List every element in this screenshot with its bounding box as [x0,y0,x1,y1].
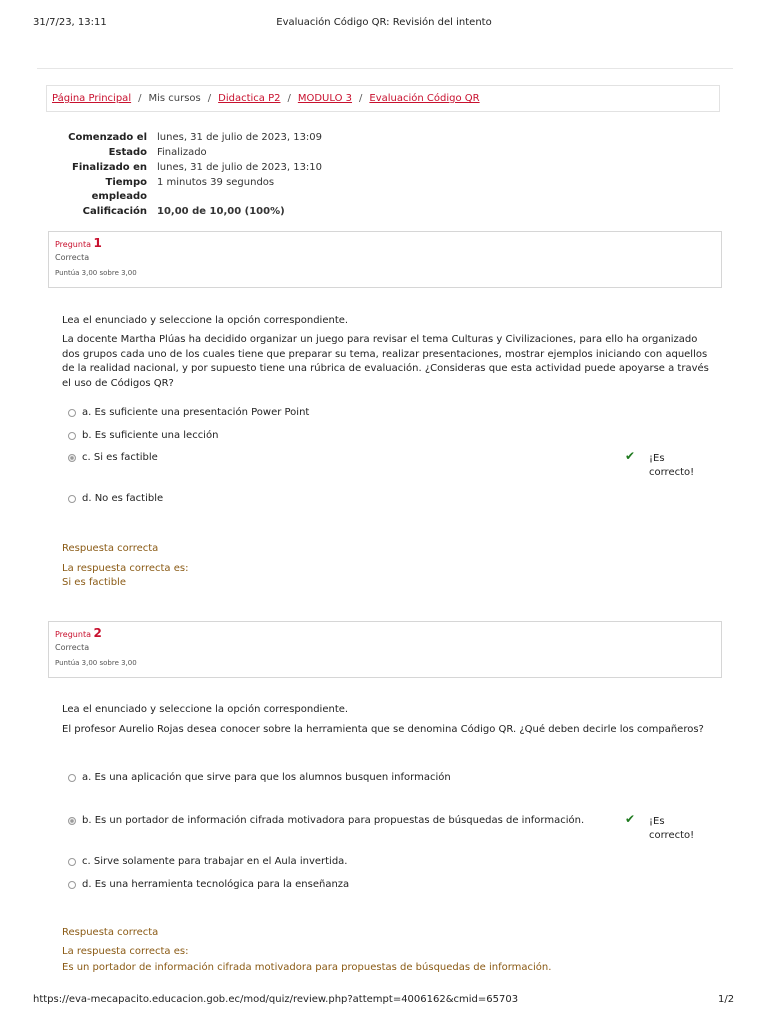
print-title: Evaluación Código QR: Revisión del intento [276,17,492,28]
radio-button[interactable] [68,409,76,417]
breadcrumb-module-link[interactable]: MODULO 3 [297,93,353,104]
radio-button[interactable] [68,858,76,866]
question-num: 1 [93,236,102,250]
answer-option[interactable] [68,772,451,783]
option-label: a. Es una aplicación que sirve para que los alumnos busquen información [82,772,451,783]
correct-message: ¡Es correcto! [649,816,695,841]
question-number [55,236,715,250]
answer-option[interactable] [68,493,163,504]
answer-option[interactable] [68,815,584,826]
breadcrumb-my-courses[interactable]: Mis cursos [148,93,201,104]
answer-option[interactable] [68,879,349,890]
question-status: Correcta [55,643,90,652]
question-status: Correcta [55,253,90,262]
divider [37,68,733,69]
option-label: b. Es suficiente una lección [82,430,219,441]
summary-value: Finalizado [157,147,207,158]
summary-row [52,146,322,160]
answer-option[interactable] [68,856,347,867]
correct-answer-label: La respuesta correcta es: [62,563,189,574]
correct-answer-label: La respuesta correcta es: [62,946,189,957]
option-label: b. Es un portador de información cifrada motivadora para propuestas de búsquedas de información. [82,815,585,826]
question-text: El profesor Aurelio Rojas desea conocer sobre la herramienta que se denomina Código QR. ¿Qué deben decirle los compañeros? [62,724,704,735]
attempt-summary [52,131,322,220]
answer-option[interactable] [68,407,309,418]
breadcrumb-separator: / [287,93,291,104]
question-text: La docente Martha Plúas ha decidido organizar un juego para revisar el tema Culturas y Civilizaciones, para ello ha organizado dos grupos cada uno de los cuales tiene que preparar su tema, realizar presentaciones, mostrar ejemplos iniciando con aquellos de la realidad nacional, y por supuesto tiene una rúbrica de evaluación. ¿Consideras que esta actividad puede apoyarse a través el uso de Códigos QR? [62,334,709,389]
question-num: 2 [93,626,102,640]
summary-label: Tiempo empleado [91,177,147,202]
question-prefix: Pregunta [55,240,91,249]
summary-label: Calificación [82,206,147,217]
correct-message: ¡Es correcto! [649,453,695,478]
summary-row [52,131,322,145]
page-url: https://eva-mecapacito.educacion.gob.ec/mod/quiz/review.php?attempt=4006162&cmid=65703 [33,994,519,1005]
option-label: c. Si es factible [82,452,158,463]
option-label: a. Es suficiente una presentación Power Point [82,407,310,418]
question-info [48,231,722,288]
summary-label: Comenzado el [68,132,147,143]
summary-value: lunes, 31 de julio de 2023, 13:10 [157,162,323,173]
check-icon: ✔ [625,449,636,463]
summary-value: 1 minutos 39 segundos [157,177,275,188]
summary-label: Estado [108,147,147,158]
option-label: c. Sirve solamente para trabajar en el Aula invertida. [82,856,348,867]
page-number: 1/2 [718,994,735,1005]
question-info [48,621,722,678]
question-number [55,626,715,640]
question-points: Puntúa 3,00 sobre 3,00 [55,269,137,277]
correct-answer: Si es factible [62,577,126,588]
correct-answer: Es un portador de información cifrada motivadora para propuestas de búsquedas de información. [62,962,552,973]
feedback-text: Respuesta correcta [62,543,159,554]
breadcrumb-separator: / [138,93,142,104]
summary-label: Finalizado en [72,162,147,173]
summary-row [52,176,322,204]
summary-value: lunes, 31 de julio de 2023, 13:09 [157,132,323,143]
breadcrumb-home-link[interactable]: Página Principal [52,93,132,104]
summary-value: 10,00 de 10,00 (100%) [157,206,285,217]
summary-row [52,205,322,219]
answer-option[interactable] [68,430,218,441]
option-label: d. No es factible [82,493,164,504]
breadcrumb-separator: / [207,93,212,104]
radio-button[interactable] [68,881,76,889]
option-label: d. Es una herramienta tecnológica para la enseñanza [82,879,350,890]
check-icon: ✔ [625,812,636,826]
breadcrumb-course-link[interactable]: Didactica P2 [218,93,281,104]
breadcrumb [46,85,720,112]
question-instruction: Lea el enunciado y seleccione la opción correspondiente. [62,704,349,715]
question-prefix: Pregunta [55,630,91,639]
summary-row [52,161,322,175]
breadcrumb-separator: / [359,93,363,104]
radio-button-selected[interactable] [68,454,76,462]
print-header [0,17,768,31]
radio-button[interactable] [68,774,76,782]
question-points: Puntúa 3,00 sobre 3,00 [55,659,137,667]
feedback-text: Respuesta correcta [62,927,159,938]
radio-button[interactable] [68,495,76,503]
radio-button-selected[interactable] [68,817,76,825]
radio-button[interactable] [68,432,76,440]
question-instruction: Lea el enunciado y seleccione la opción correspondiente. [62,315,349,326]
answer-option[interactable] [68,452,158,463]
breadcrumb-quiz-link[interactable]: Evaluación Código QR [369,93,480,104]
print-date: 31/7/23, 13:11 [33,17,107,28]
